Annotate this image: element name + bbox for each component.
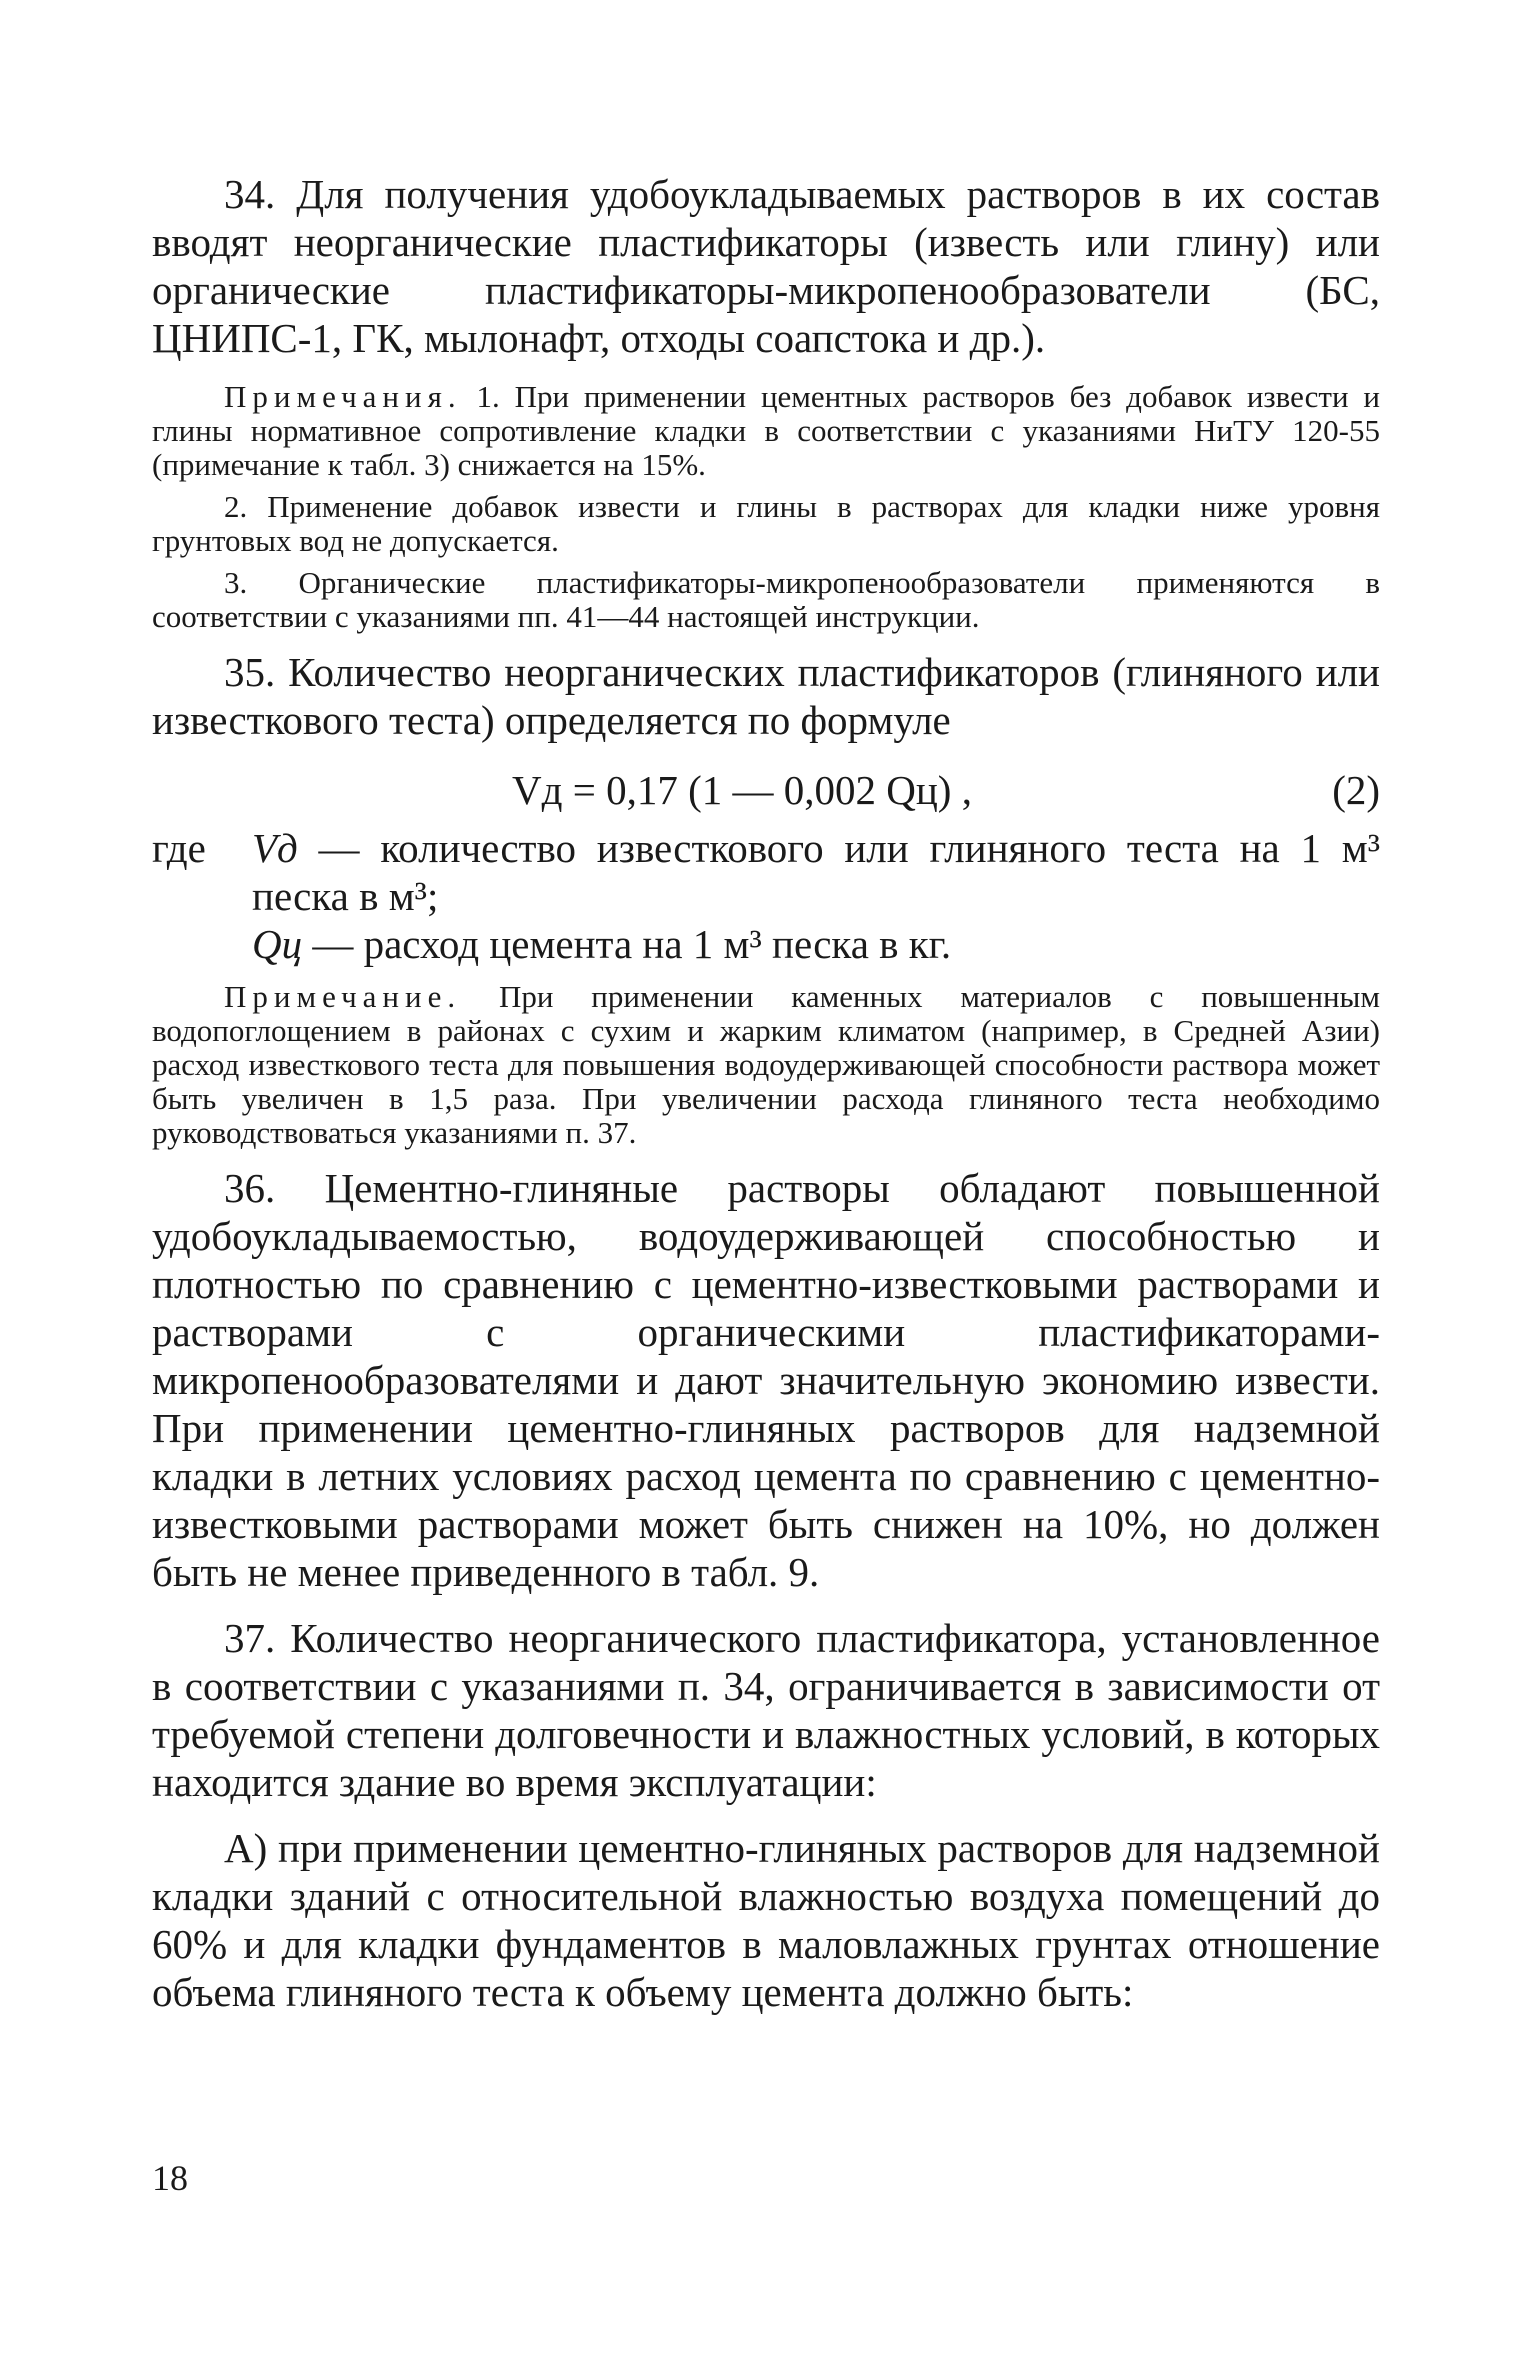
note-b <box>152 980 1380 1150</box>
paragraph-35: 35. Количество неорганических пластификаторов (глиняного или известкового теста) определяется по формуле <box>152 649 1380 743</box>
page-body <box>152 170 1380 2034</box>
note-b-heading: Примечание. <box>224 979 462 1014</box>
formula-expression: Vд = 0,17 (1 — 0,002 Qц) , <box>512 767 972 813</box>
notes-item-1-text: 1. При применении цементных растворов без добавок извести и глины нормативное сопротивление кладки в соответствии с указаниями НиТУ 120-55 (примечание к табл. 3) снижается на 15%. <box>152 379 1380 482</box>
paragraph-37: 37. Количество неорганического пластификатора, установленное в соответствии с указаниями п. 34, ограничивается в зависимости от требуемой степени долговечности и влажностных условий, в которых находится здание во время эксплуатации: <box>152 1615 1380 1805</box>
notes-heading: Примечания. <box>224 379 462 414</box>
formula-row <box>152 762 1380 818</box>
paragraph-34: 34. Для получения удобоукладываемых растворов в их состав вводят неорганические пластификаторы (известь или глину) или органические пластификаторы-микропенообразователи (БС, ЦНИПС-1, ГК, мылонафт, отходы соапстока и др.). <box>152 171 1380 361</box>
notes-item-3: 3. Органические пластификаторы-микропенообразователи применяются в соответствии с указаниями пп. 41—44 настоящей инструкции. <box>152 565 1380 634</box>
legend-item-qc <box>252 920 1380 968</box>
note-b-text: При применении каменных материалов с повышенным водопоглощением в районах с сухим и жарким климатом (например, в Средней Азии) расход известкового теста для повышения водоудерживающей способности раствора может быть увеличен в 1,5 раза. При увеличении расхода глиняного теста необходимо руководствоваться указаниями п. 37. <box>152 979 1381 1150</box>
notes-item-1 <box>152 380 1380 482</box>
legend-text-vd: — количество известкового или глиняного теста на 1 м³ песка в м³; <box>252 825 1380 919</box>
symbol-vd: Vд <box>252 825 298 871</box>
symbol-qc: Qц <box>252 921 303 967</box>
where-label: где <box>152 825 206 871</box>
legend-item-vd <box>252 824 1380 920</box>
formula-legend <box>152 824 1380 968</box>
page-number: 18 <box>152 2158 188 2198</box>
formula-number: (2) <box>1332 767 1380 813</box>
notes-item-2: 2. Применение добавок извести и глины в растворах для кладки ниже уровня грунтовых вод не допускается. <box>152 489 1380 558</box>
paragraph-36: 36. Цементно-глиняные растворы обладают повышенной удобоукладываемостью, водоудерживающей способностью и плотностью по сравнению с цементно-известковыми растворами и растворами с органическими пластификаторами-микропенообразователями и дают значительную экономию извести. При применении цементно-глиняных растворов для надземной кладки в летних условиях расход цемента по сравнению с цементно-известковыми растворами может быть снижен на 10%, но должен быть не менее приведенного в табл. 9. <box>152 1165 1380 1595</box>
paragraph-37a: А) при применении цементно-глиняных растворов для надземной кладки зданий с относительной влажностью воздуха помещений до 60% и для кладки фундаментов в маловлажных грунтах отношение объема глиняного теста к объему цемента должно быть: <box>152 1825 1380 2015</box>
legend-text-qc: — расход цемента на 1 м³ песка в кг. <box>302 921 952 967</box>
